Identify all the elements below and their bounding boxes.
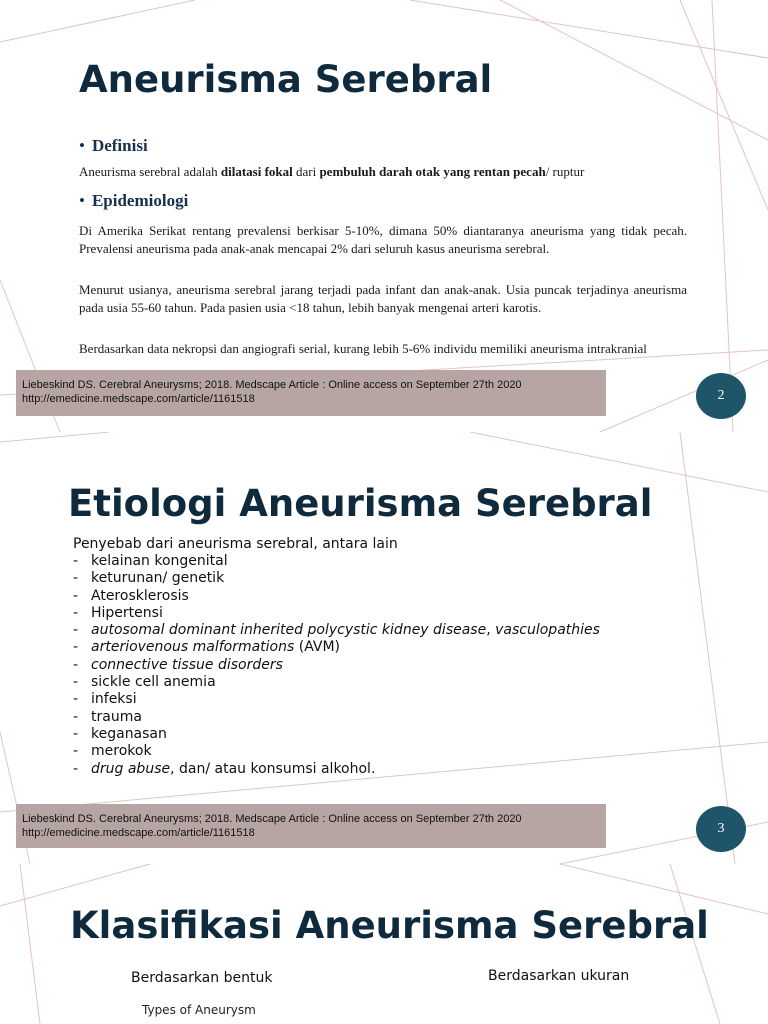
reference-box — [16, 370, 606, 416]
list-item — [73, 605, 600, 622]
cause-text: keganasan — [91, 725, 167, 742]
cause-text: Aterosklerosis — [91, 587, 189, 604]
definition-text — [79, 164, 699, 180]
definition-text-part3: / ruptur — [545, 164, 585, 179]
cause-text: merokok — [91, 743, 152, 760]
reference-citation: Liebeskind DS. Cerebral Aneurysms; 2018. Medscape Article : Online access on September 27th 2020 — [22, 813, 522, 825]
dash-marker: - — [73, 587, 79, 604]
epidemiology-paragraph-3: Berdasarkan data nekropsi dan angiografi serial, kurang lebih 5-6% individu memiliki aneurisma intrakranial — [79, 341, 647, 356]
definition-text-bold2: pembuluh darah otak yang rentan pecah — [319, 164, 546, 179]
subheading-size: Berdasarkan ukuran — [488, 968, 630, 984]
dash-marker: - — [73, 708, 79, 725]
subheading-shape: Berdasarkan bentuk — [131, 970, 273, 986]
bullet-dot: • — [79, 191, 85, 210]
reference-citation: Liebeskind DS. Cerebral Aneurysms; 2018. Medscape Article : Online access on September 27th 2020 — [22, 379, 522, 391]
definition-text-bold1: dilatasi fokal — [220, 164, 293, 179]
list-item — [73, 570, 600, 587]
slide-title: Etiologi Aneurisma Serebral — [68, 482, 653, 525]
etiology-cause-list — [73, 553, 600, 778]
slide-aneurisma-serebral — [0, 0, 768, 432]
dash-marker: - — [73, 725, 79, 742]
dash-marker: - — [73, 570, 79, 587]
dash-marker: - — [73, 743, 79, 760]
list-item — [73, 709, 600, 726]
dash-marker: - — [73, 691, 79, 708]
figure-title: Types of Aneurysm — [142, 1003, 256, 1017]
dash-marker: - — [73, 674, 79, 691]
reference-box — [16, 804, 606, 848]
slide-title: Aneurisma Serebral — [79, 58, 493, 101]
cause-text: infeksi — [91, 691, 137, 708]
page-number-badge: 3 — [696, 806, 746, 852]
page-number-badge: 2 — [696, 373, 746, 419]
list-item — [73, 553, 600, 570]
list-item — [73, 639, 600, 656]
list-item — [73, 761, 600, 778]
dash-marker: - — [73, 604, 79, 621]
cause-text: sickle cell anemia — [91, 674, 216, 691]
dash-marker: - — [73, 622, 79, 639]
list-item — [73, 743, 600, 760]
cause-text: trauma — [91, 708, 142, 725]
dash-marker: - — [73, 656, 79, 673]
cause-text: , dan/ atau konsumsi alkohol. — [170, 760, 376, 777]
epidemiology-paragraph-2: Menurut usianya, aneurisma serebral jarang terjadi pada infant dan anak-anak. Usia puncak terjadinya aneurisma pada usia 55-60 tahun. Pada pasien usia <18 tahun, lebih banyak mengenai arteri karotis. — [79, 282, 687, 315]
cause-text-italic: connective tissue disorders — [91, 656, 283, 673]
cause-text: keturunan/ genetik — [91, 570, 225, 587]
epidemiology-heading-label: Epidemiologi — [91, 191, 189, 210]
cause-text: Hipertensi — [91, 604, 163, 621]
reference-url: http://emedicine.medscape.com/article/1161518 — [22, 827, 255, 839]
cause-text: , — [486, 622, 496, 639]
list-item — [73, 726, 600, 743]
dash-marker: - — [73, 553, 79, 569]
definition-text-part2: dari — [292, 164, 320, 179]
list-item — [73, 622, 600, 639]
cause-text-italic: drug abuse — [91, 760, 171, 777]
epidemiology-heading — [79, 191, 188, 211]
slide-title: Klasifikasi Aneurisma Serebral — [70, 904, 709, 947]
list-item — [73, 691, 600, 708]
etiology-intro: Penyebab dari aneurisma serebral, antara lain — [73, 536, 398, 552]
reference-url: http://emedicine.medscape.com/article/1161518 — [22, 393, 255, 405]
dash-marker: - — [73, 639, 79, 656]
bullet-dot: • — [79, 136, 85, 155]
cause-text-italic: autosomal dominant inherited polycystic kidney disease — [91, 622, 487, 639]
definition-heading — [79, 136, 148, 156]
list-item — [73, 674, 600, 691]
cause-text-italic: vasculopathies — [495, 622, 600, 639]
cause-text-italic: arteriovenous malformations — [91, 639, 295, 656]
epidemiology-paragraph-1: Di Amerika Serikat rentang prevalensi berkisar 5-10%, dimana 50% diantaranya aneurisma yang tidak pecah. Prevalensi aneurisma pada anak-anak mencapai 2% dari seluruh kasus aneurisma serebral. — [79, 223, 687, 256]
list-item — [73, 657, 600, 674]
dash-marker: - — [73, 760, 79, 777]
cause-text: (AVM) — [294, 639, 341, 656]
list-item — [73, 588, 600, 605]
definition-heading-label: Definisi — [91, 136, 148, 155]
cause-text: kelainan kongenital — [91, 553, 228, 569]
definition-text-part1: Aneurisma serebral adalah — [79, 164, 221, 179]
